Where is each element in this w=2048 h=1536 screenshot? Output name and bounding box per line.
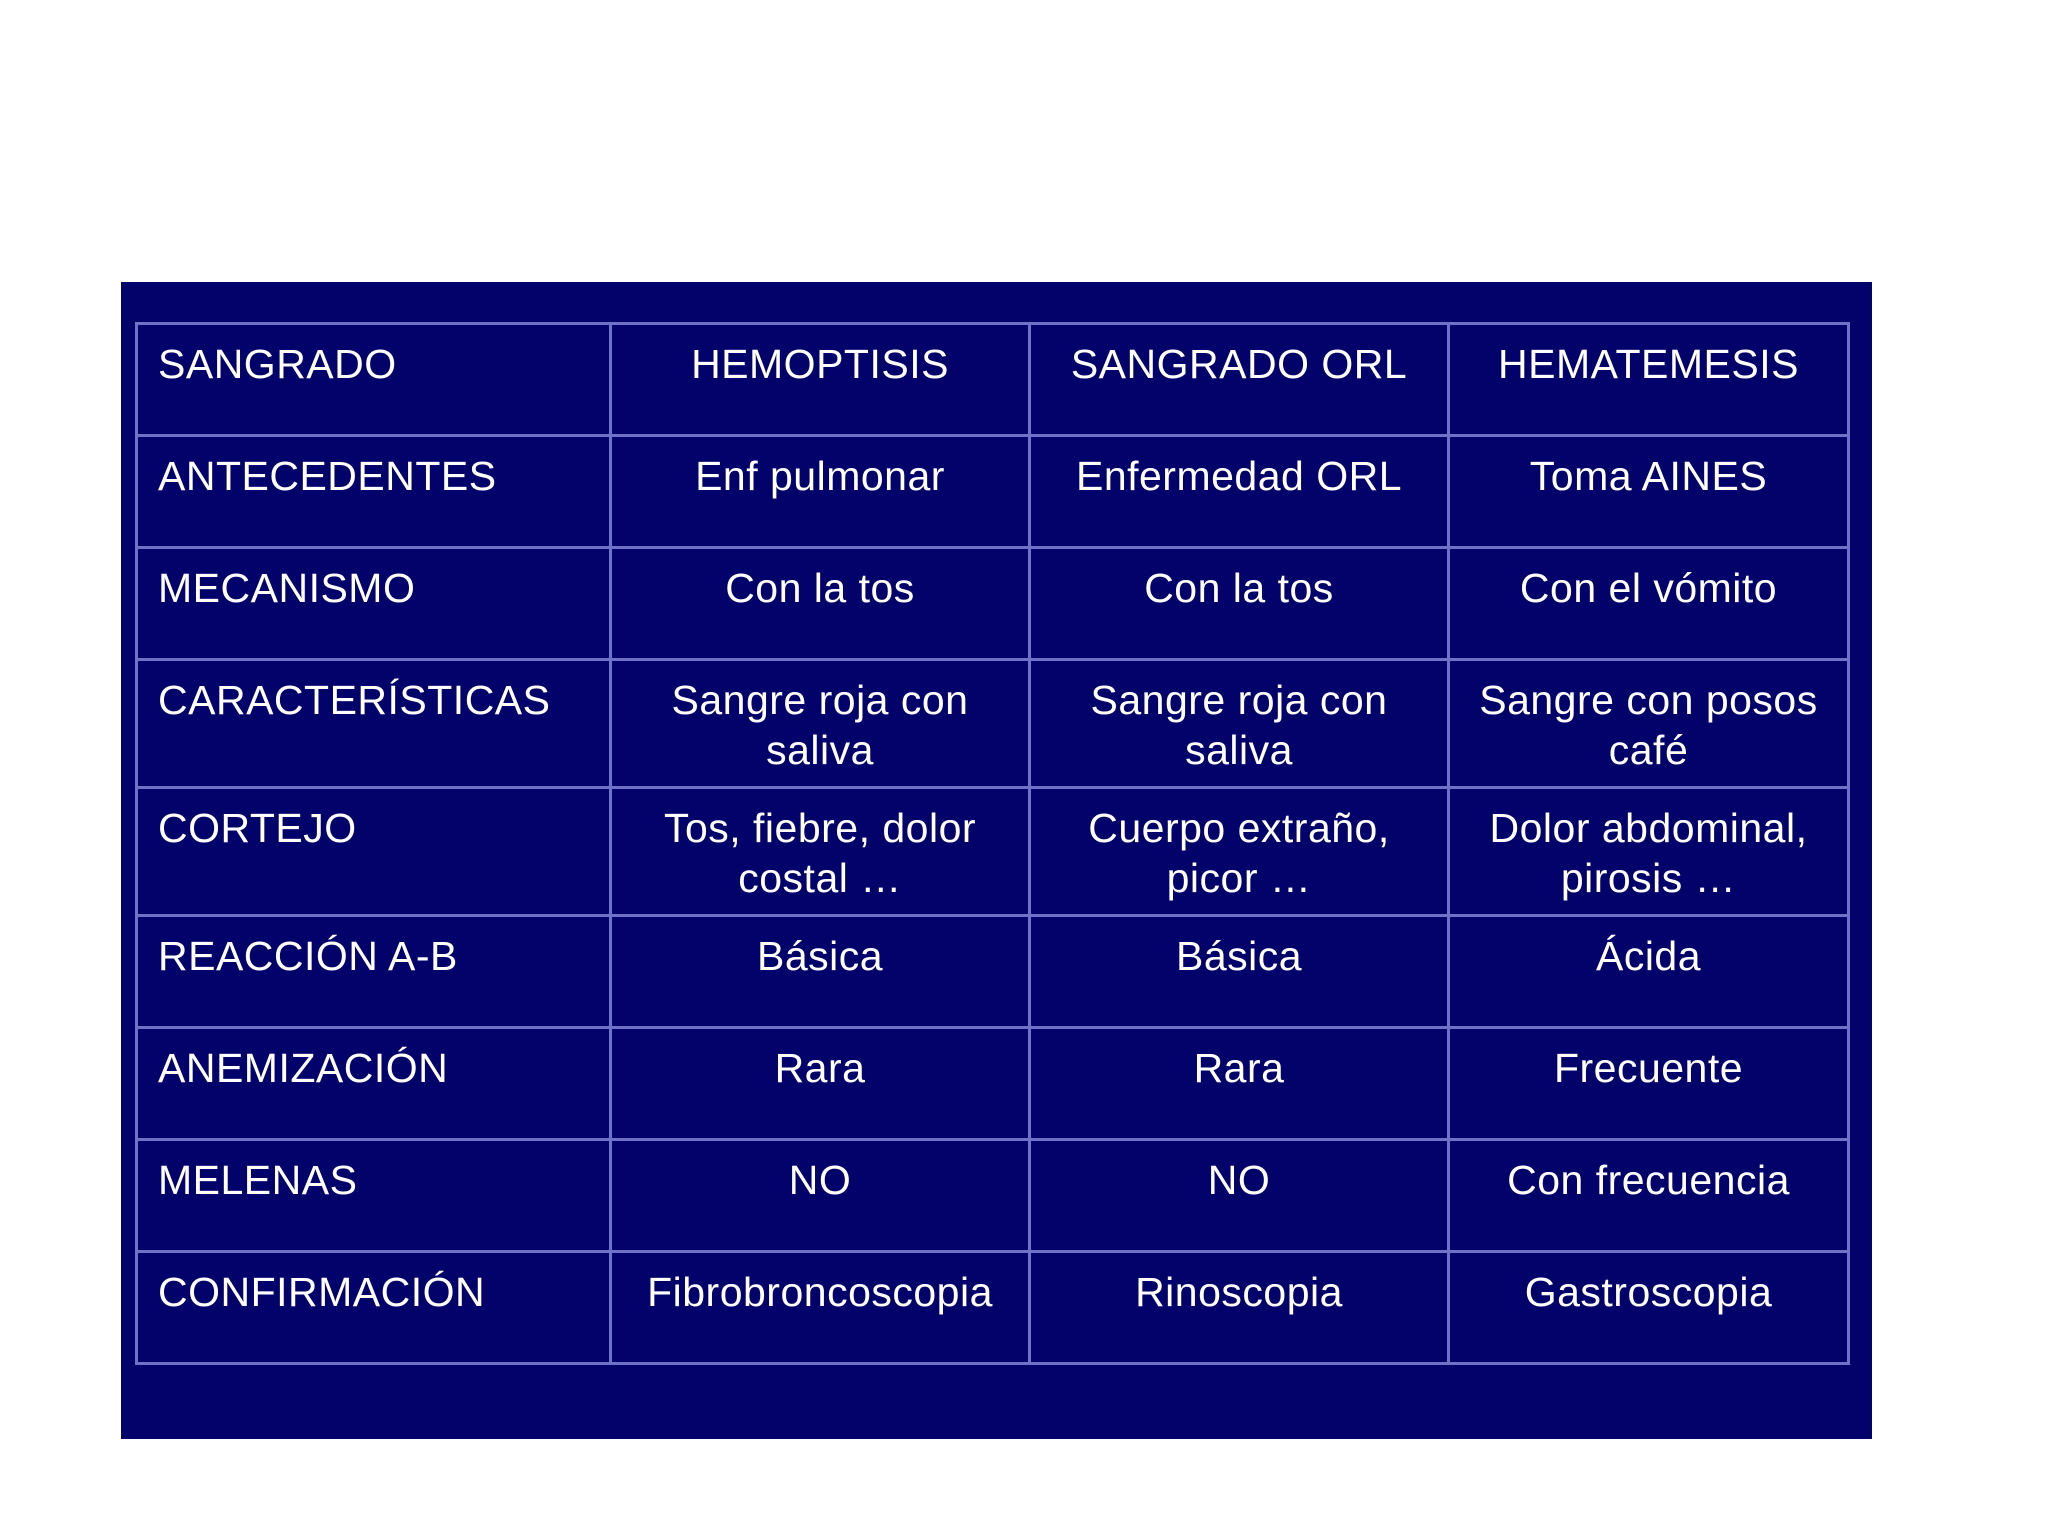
header-cell-hemoptisis: HEMOPTISIS <box>611 324 1030 436</box>
table-row-mecanismo <box>137 548 1849 660</box>
row-label: CARACTERÍSTICAS <box>137 660 611 788</box>
table-row-reaccion <box>137 916 1849 1028</box>
table-cell: Dolor abdominal, pirosis … <box>1449 788 1849 916</box>
header-cell-hematemesis: HEMATEMESIS <box>1449 324 1849 436</box>
table-cell: Enf pulmonar <box>611 436 1030 548</box>
table-cell: Con el vómito <box>1449 548 1849 660</box>
row-label: REACCIÓN A-B <box>137 916 611 1028</box>
table-row-melenas <box>137 1140 1849 1252</box>
table-cell: NO <box>611 1140 1030 1252</box>
row-label: MECANISMO <box>137 548 611 660</box>
table-cell: Enfermedad ORL <box>1030 436 1449 548</box>
table-cell: Básica <box>611 916 1030 1028</box>
table-cell: Con la tos <box>1030 548 1449 660</box>
table-cell: Rara <box>611 1028 1030 1140</box>
slide-panel <box>121 282 1872 1439</box>
table-cell: Toma AINES <box>1449 436 1849 548</box>
table-cell: Rinoscopia <box>1030 1252 1449 1364</box>
table-cell: NO <box>1030 1140 1449 1252</box>
table-cell: Cuerpo extraño, picor … <box>1030 788 1449 916</box>
table-row-cortejo <box>137 788 1849 916</box>
row-label: CONFIRMACIÓN <box>137 1252 611 1364</box>
table-cell: Sangre roja con saliva <box>611 660 1030 788</box>
row-label: ANEMIZACIÓN <box>137 1028 611 1140</box>
comparison-table <box>135 322 1850 1365</box>
table-cell: Fibrobroncoscopia <box>611 1252 1030 1364</box>
header-cell-sangrado-orl: SANGRADO ORL <box>1030 324 1449 436</box>
row-label: CORTEJO <box>137 788 611 916</box>
table-cell: Tos, fiebre, dolor costal … <box>611 788 1030 916</box>
row-label: MELENAS <box>137 1140 611 1252</box>
table-cell: Con frecuencia <box>1449 1140 1849 1252</box>
header-cell-sangrado: SANGRADO <box>137 324 611 436</box>
table-row-anemizacion <box>137 1028 1849 1140</box>
table-row-antecedentes <box>137 436 1849 548</box>
table-cell: Básica <box>1030 916 1449 1028</box>
row-label: ANTECEDENTES <box>137 436 611 548</box>
table-cell: Con la tos <box>611 548 1030 660</box>
table-cell: Gastroscopia <box>1449 1252 1849 1364</box>
table-cell: Sangre con posos café <box>1449 660 1849 788</box>
table-row-caracteristicas <box>137 660 1849 788</box>
table-cell: Rara <box>1030 1028 1449 1140</box>
table-row-confirmacion <box>137 1252 1849 1364</box>
table-cell: Sangre roja con saliva <box>1030 660 1449 788</box>
table-header-row <box>137 324 1849 436</box>
table-cell: Ácida <box>1449 916 1849 1028</box>
table-cell: Frecuente <box>1449 1028 1849 1140</box>
